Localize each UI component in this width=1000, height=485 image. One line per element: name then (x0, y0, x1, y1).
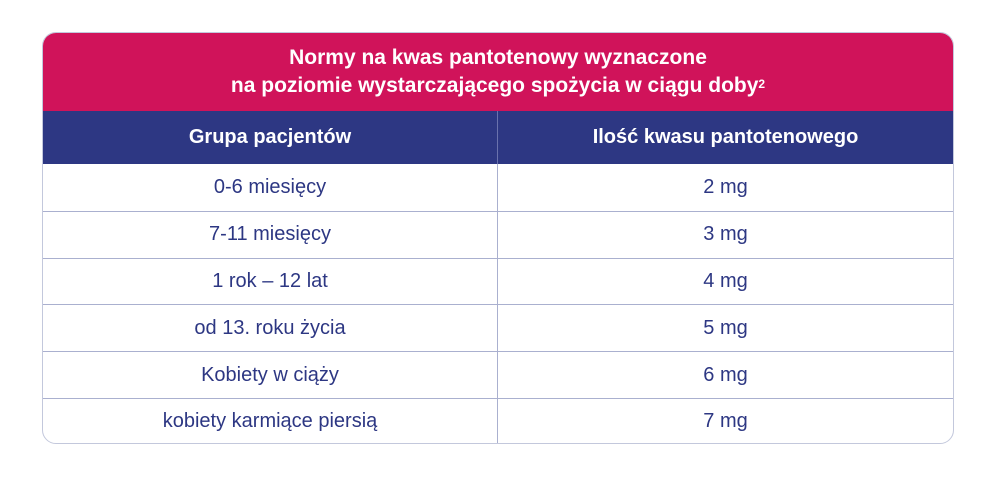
table-row (43, 164, 953, 211)
table-header-row (43, 111, 953, 164)
table-body (43, 164, 953, 444)
patient-group-cell: 1 rok – 12 lat (43, 259, 498, 305)
acid-amount-cell: 6 mg (703, 363, 748, 386)
acid-amount-cell: 7 mg (703, 410, 748, 433)
patient-group-cell: 0-6 miesięcy (43, 164, 498, 211)
patient-group-cell: Kobiety w ciąży (43, 352, 498, 398)
header-patient-group: Grupa pacjentów (43, 111, 498, 164)
table-row (43, 258, 953, 305)
acid-amount-cell: 2 mg (703, 175, 748, 198)
table-title-line2-text: na poziomie wystarczającego spożycia w ciągu doby (230, 74, 759, 97)
acid-amount-cell: 3 mg (703, 223, 748, 246)
table-title (43, 33, 953, 111)
header-acid-amount: Ilość kwasu pantotenowego (592, 126, 859, 148)
patient-group-cell: kobiety karmiące piersią (43, 399, 498, 444)
acid-amount-cell: 4 mg (703, 269, 748, 292)
table-row (43, 398, 953, 444)
table-row (43, 211, 953, 258)
patient-group-cell: 7-11 miesięcy (43, 212, 498, 258)
table-title-line2 (231, 72, 765, 100)
patient-group-cell: od 13. roku życia (43, 305, 498, 351)
acid-amount-cell: 5 mg (703, 316, 748, 339)
footnote-marker: 2 (758, 77, 766, 91)
table-title-line1: Normy na kwas pantotenowy wyznaczone (289, 46, 707, 69)
table-row (43, 304, 953, 351)
table-row (43, 351, 953, 398)
pantothenic-acid-table (42, 32, 954, 444)
